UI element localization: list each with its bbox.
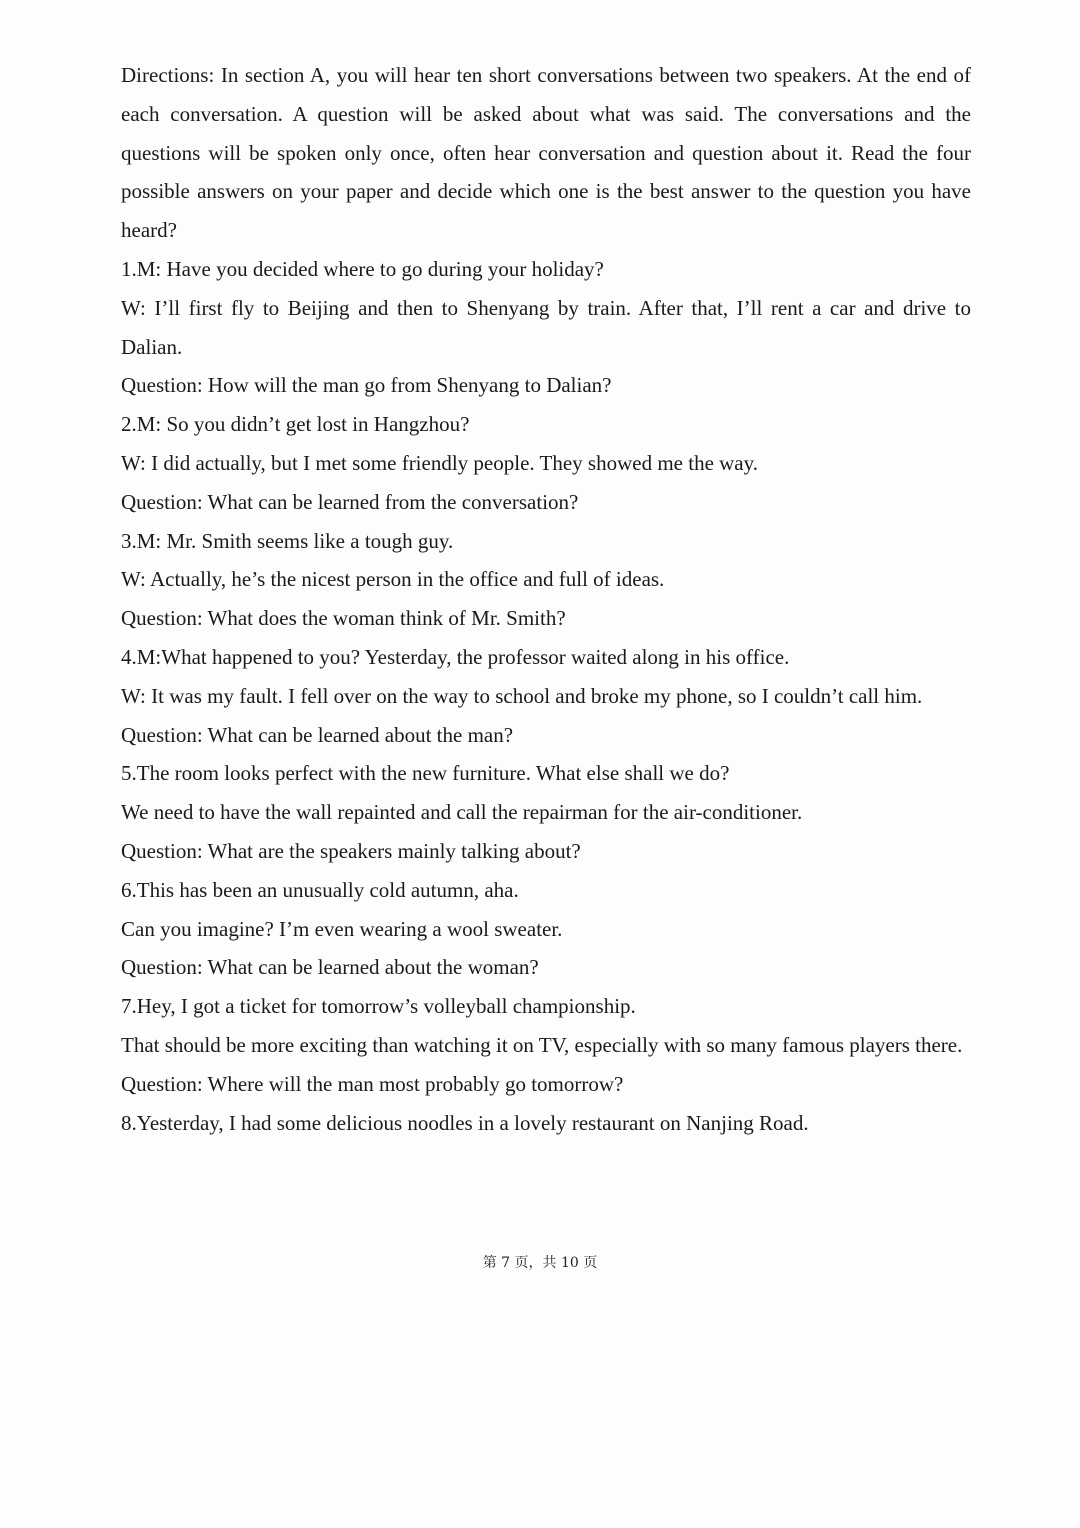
page-number-footer: 第 7 页，共 10 页 xyxy=(482,1255,598,1271)
dialogue-line: Can you imagine? I’m even wearing a wool sweater. xyxy=(121,916,563,941)
question-line: Question: What are the speakers mainly talking about? xyxy=(121,838,581,863)
dialogue-line: W: Actually, he’s the nicest person in the office and full of ideas. xyxy=(121,567,665,592)
dialogue-line: 7.Hey, I got a ticket for tomorrow’s volleyball championship. xyxy=(121,994,636,1019)
question-line: Question: How will the man go from Shenyang to Dalian? xyxy=(121,373,612,398)
question-line: Question: What does the woman think of Mr. Smith? xyxy=(121,606,566,631)
dialogue-line: 1.M: Have you decided where to go during your holiday? xyxy=(121,256,604,281)
dialogue-line: 4.M:What happened to you? Yesterday, the professor waited along in his office. xyxy=(121,644,790,669)
transcript-body xyxy=(121,56,971,1142)
dialogue-line: W: I’ll first fly to Beijing and then to Shenyang by train. After that, I’ll rent a car and drive to Dalian. xyxy=(121,295,971,359)
dialogue-line: 6.This has been an unusually cold autumn, aha. xyxy=(121,877,519,902)
question-line: Question: Where will the man most probably go tomorrow? xyxy=(121,1071,624,1096)
dialogue-line: That should be more exciting than watching it on TV, especially with so many famous players there. xyxy=(121,1032,963,1057)
dialogue-line: 2.M: So you didn’t get lost in Hangzhou? xyxy=(121,412,470,437)
directions-paragraph: Directions: In section A, you will hear ten short conversations between two speakers. At the end of each conversation. A question will be asked about what was said. The conversations and the questions will be spoken only once, often hear conversation and question about it. Read the four possible answers on your paper and decide which one is the best answer to the question you have heard? xyxy=(121,63,971,243)
dialogue-line: W: I did actually, but I met some friendly people. They showed me the way. xyxy=(121,450,759,475)
question-line: Question: What can be learned about the man? xyxy=(121,722,514,747)
dialogue-line: 3.M: Mr. Smith seems like a tough guy. xyxy=(121,528,454,553)
question-line: Question: What can be learned about the woman? xyxy=(121,955,539,980)
dialogue-line: We need to have the wall repainted and call the repairman for the air-conditioner. xyxy=(121,800,803,825)
dialogue-line: 8.Yesterday, I had some delicious noodles in a lovely restaurant on Nanjing Road. xyxy=(121,1110,809,1135)
dialogue-line: W: It was my fault. I fell over on the way to school and broke my phone, so I couldn’t call him. xyxy=(121,683,923,708)
dialogue-line: 5.The room looks perfect with the new furniture. What else shall we do? xyxy=(121,761,730,786)
question-line: Question: What can be learned from the conversation? xyxy=(121,489,579,514)
